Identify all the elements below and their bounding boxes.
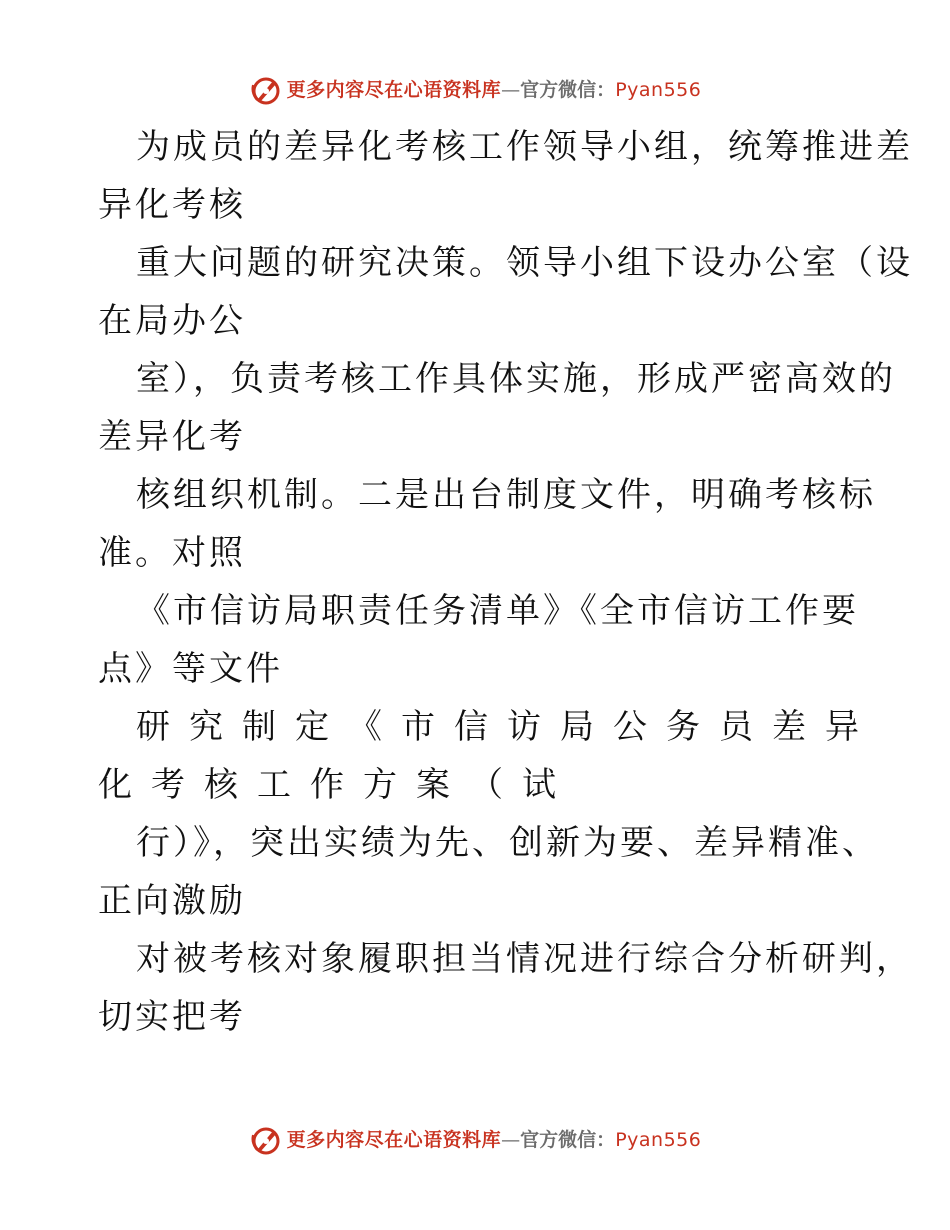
quill-logo-icon [249,73,283,107]
paragraph [0,582,950,698]
paragraph-continuation: 异化考核 [98,185,246,225]
paragraph-line: 对被考核对象履职担当情况进行综合分析研判， [136,939,913,979]
paragraph [0,118,950,234]
paragraph [0,350,950,466]
paragraph [0,930,950,1046]
paragraph [0,698,950,814]
quill-logo-icon [249,1123,283,1157]
paragraph-line: 重大问题的研究决策。领导小组下设办公室（设 [136,243,913,283]
paragraph-continuation: 点》等文件 [98,649,283,689]
paragraph-continuation: 正向激励 [98,881,246,921]
paragraph-line: 室），负责考核工作具体实施，形成严密高效的 [136,359,896,399]
footer-banner [0,1118,950,1162]
paragraph-continuation: 差异化考 [98,417,246,457]
paragraph-line: 行）》，突出实绩为先、创新为要、差异精准、 [136,823,879,863]
banner-separator: — [501,1129,521,1151]
paragraph-line: 《市信访局职责任务清单》《全市信访工作要 [136,591,859,631]
banner-wechat-id: Pyan556 [615,1129,702,1151]
banner-separator: — [501,79,521,101]
paragraph [0,466,950,582]
paragraph-line: 为成员的差异化考核工作领导小组，统筹推进差 [136,127,913,167]
paragraph-continuation: 化考核工作方案（试 [98,765,575,805]
paragraph-continuation: 在局办公 [98,301,246,341]
paragraph-line: 研究制定《市信访局公务员差异 [136,707,878,747]
paragraph-line: 核组织机制。二是出台制度文件，明确考核标 [136,475,876,515]
banner-site-name: 更多内容尽在心语资料库 [286,1129,502,1151]
paragraph [0,234,950,350]
banner-wechat-id: Pyan556 [615,79,702,101]
paragraph [0,814,950,930]
header-banner [0,68,950,112]
paragraph-continuation: 切实把考 [98,997,246,1037]
banner-wechat-label: 官方微信： [520,79,616,101]
banner-wechat-label: 官方微信： [520,1129,616,1151]
paragraph-continuation: 准。对照 [98,533,246,573]
document-body [0,118,950,1046]
banner-site-name: 更多内容尽在心语资料库 [286,79,502,101]
